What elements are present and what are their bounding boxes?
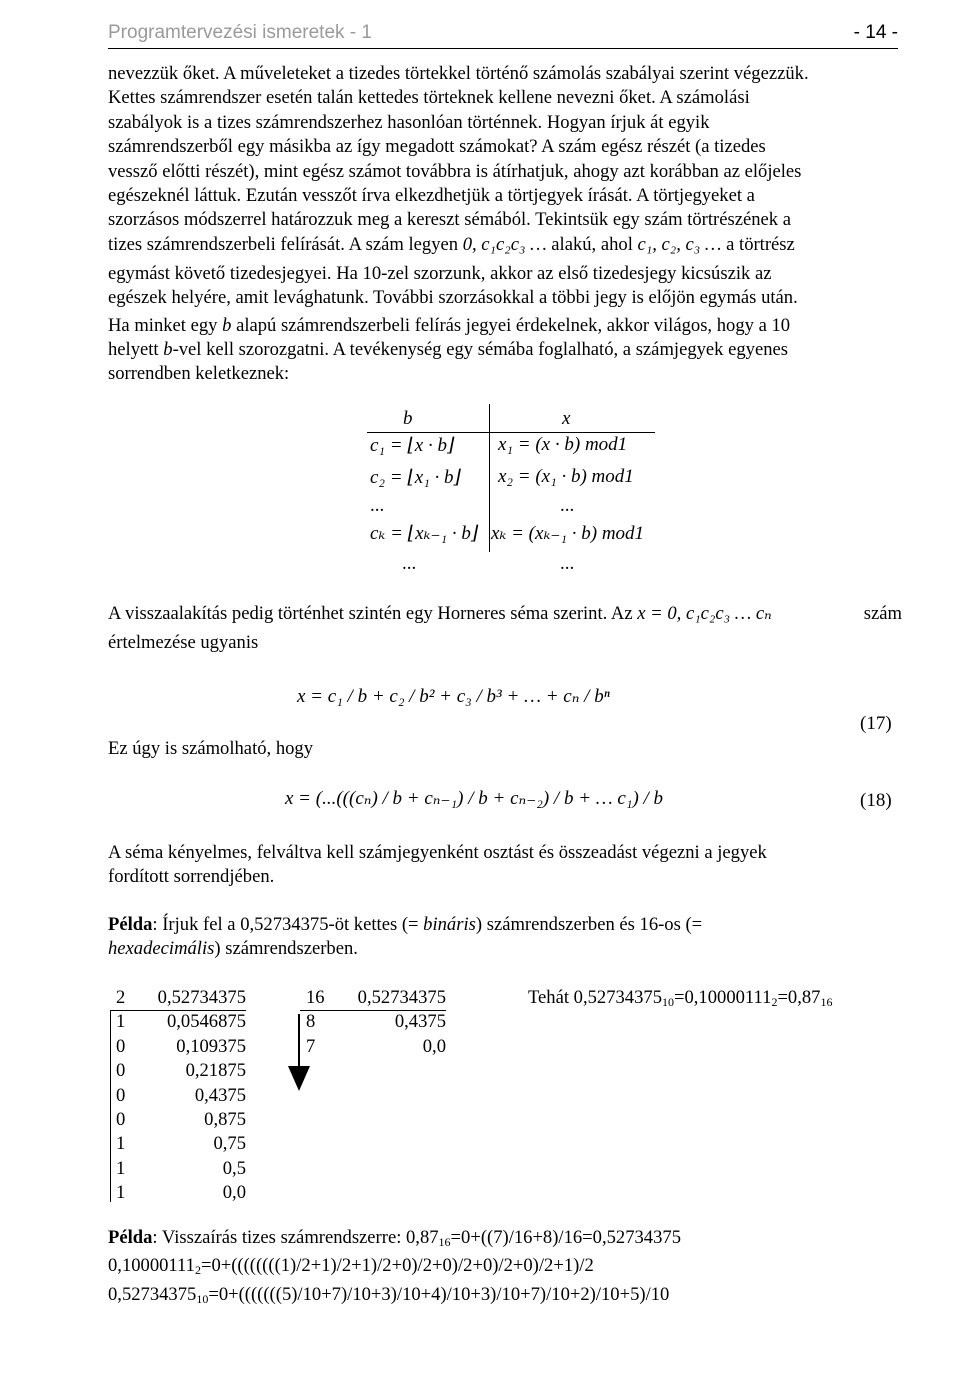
reverse-line-2: értelmezése ugyanis (108, 632, 259, 653)
text-line: fordított sorrendjében. (108, 866, 275, 888)
digit-cell: 1 (116, 1133, 126, 1155)
scheme-left-cell: c₂ = ⌊x₁ · b⌋ (370, 467, 461, 488)
inline-math: x = 0, c₁c₂c₃ … cₙ (637, 603, 772, 624)
scheme-note (108, 841, 902, 890)
digit-cell: 1 (116, 1182, 126, 1204)
text-line: A séma kényelmes, felváltva kell számjegyenként osztást és összeadást végezni a jegyek (108, 842, 767, 863)
equation-number-18: (18) (860, 790, 892, 811)
example-2: Példa: Visszaírás tizes számrendszerre: $0,87_{16}=0+((7)/16+8)/16=0,52734375$ $0,10000111_2=0+((((((((1)/2+1)/2+1)/2+0)/2+0)/2+0)/2+0)/2+1)/2$ $0,52734375_{10}=0+(((((((5)/10+7)/10+3)/10+4)/10+3)/10+7)/10+2)/10+5)/10$ (108, 1227, 681, 1306)
digit-cell: 1 (116, 1011, 126, 1033)
digit-cell: 16 (306, 987, 325, 1008)
digit-cell: 0 (116, 1060, 126, 1082)
fraction-cell: 0,0 (222, 1182, 246, 1204)
text-line: nevezzük őket. A műveleteket a tizedes törtekkel történő számolás szabályai szerint végezzük. (108, 63, 809, 84)
equation-number-17: (17) (860, 713, 892, 734)
digit-cell: 7 (306, 1035, 316, 1057)
fraction-cell: 0,52734375 (157, 987, 246, 1008)
fraction-cell: 0,21875 (185, 1060, 246, 1082)
scheme-right-cell: xₖ = (xₖ₋₁ · b) mod1 (491, 523, 645, 544)
scheme-right-cell: ... (560, 495, 575, 516)
text-line-b2: helyett b-vel kell szorozgatni. A tevékenység egy sémába foglalható, a számjegyek egyenes (108, 339, 788, 360)
inline-math: 0, c₁c₂c₃ … (462, 234, 547, 255)
scheme-left-cell: ... (370, 495, 385, 516)
text-line: szorzásos módszerrel határozzuk meg a kereszt sémából. Tekintsük egy szám törtrészének a (108, 209, 791, 231)
fraction-cell: 0,5 (222, 1157, 246, 1179)
example-1: Példa: Írjuk fel a 0,52734375-öt kettes (= bináris) számrendszerben és 16-os (= hexadecimális) számrendszerben. (108, 914, 703, 960)
scheme-left-cell: ... (402, 553, 417, 574)
digit-cell: 0 (116, 1084, 126, 1106)
scheme-left-cell: c₁ = ⌊x · b⌋ (370, 435, 455, 456)
fraction-cell: 0,109375 (176, 1035, 246, 1057)
scheme-right-cell: ... (560, 553, 575, 574)
scheme-left-cell: cₖ = ⌊xₖ₋₁ · b⌋ (370, 523, 479, 544)
scheme-vertical-rule (489, 404, 490, 552)
scheme-right-cell: x₂ = (x₁ · b) mod1 (498, 466, 634, 487)
fraction-cell: 0,52734375 (357, 987, 446, 1008)
fraction-cell: 0,875 (204, 1109, 246, 1130)
example-label: Példa (108, 914, 153, 935)
after-paragraph (108, 262, 902, 311)
equation-17: x = c₁ / b + c₂ / b² + c₃ / b³ + … + cₙ / bⁿ (297, 686, 610, 707)
inline-math: c₁, c₂, c₃ … (637, 234, 722, 255)
fraction-cell: 0,0 (422, 1035, 446, 1057)
digit-cell: 1 (116, 1157, 126, 1179)
page-header (108, 22, 898, 49)
digit-cell: 0 (116, 1109, 126, 1130)
table-left-rule (110, 1010, 111, 1202)
text-line: egészeknél láttuk. Ezután vesszőt írva elkezdhetjük a törtjegyek írását. A törtjegyeket a (108, 185, 755, 207)
fraction-cell: 0,4375 (394, 1011, 446, 1033)
digit-cell: 0 (116, 1035, 126, 1057)
fraction-cell: 0,75 (213, 1133, 246, 1155)
fraction-cell: 0,0546875 (166, 1011, 246, 1033)
example-label: Példa (108, 1227, 153, 1248)
scheme-horizontal-rule (367, 432, 655, 433)
text-line: szabályok is a tizes számrendszerhez hasonlóan történnek. Hogyan írjuk át egyik (108, 111, 710, 133)
down-arrow-icon (287, 1066, 311, 1092)
intro-paragraph (108, 62, 902, 233)
text-line: Kettes számrendszer esetén talán kettedes törteknek kellene nevezni őket. A számolási (108, 87, 750, 109)
result-line: Tehát $0,52734375_{10}=0,10000111_2=0,87_{16}$ (528, 987, 833, 1009)
header-title: Programtervezési ismeretek - 1 (108, 22, 372, 43)
page-number: - 14 - (853, 22, 898, 43)
text-line-b1: Ha minket egy b alapú számrendszerbeli felírás jegyei érdekelnek, akkor világos, hogy a 10 (108, 315, 791, 336)
text-line-8: tizes számrendszerbeli felírását. A szám legyen 0, c₁c₂c₃ … alakú, ahol c₁, c₂, c₃ … a törtrész (108, 234, 795, 255)
text-line: számrendszerből egy másikba az így megadott számokat? A szám egész részét (a tizedes (108, 136, 766, 158)
digit-cell: 2 (116, 987, 126, 1008)
down-arrow-shaft (298, 1014, 300, 1074)
text-line: vessző előtti részét), mint egész számot továbbra is átírhatjuk, ahogy azt korábban az előjeles (108, 160, 802, 182)
scheme-right-cell: x₁ = (x · b) mod1 (498, 434, 628, 455)
fraction-cell: 0,4375 (194, 1084, 246, 1106)
scheme-head-b: b (403, 408, 413, 429)
equation-18: x = (...(((cₙ) / b + cₙ₋₁) / b + cₙ₋₂) / b + … c₁) / b (285, 788, 664, 809)
reverse-line-1: A visszaalakítás pedig történhet szintén egy Horneres séma szerint. Az x = 0, c₁c₂c₃ … cₙ szám (108, 603, 902, 624)
text-line-b3: sorrendben keletkeznek: (108, 363, 290, 384)
text-line: egészek helyére, amit levághatunk. További szorzásokkal a többi jegy is előjön egymás után. (108, 287, 798, 309)
scheme-head-x: x (562, 408, 571, 429)
digit-cell: 8 (306, 1011, 316, 1033)
also-line: Ez úgy is számolható, hogy (108, 738, 314, 759)
text-line: egymást követő tizedesjegyei. Ha 10-zel szorzunk, akkor az első tizedesjegy kicsúszik az (108, 263, 772, 284)
